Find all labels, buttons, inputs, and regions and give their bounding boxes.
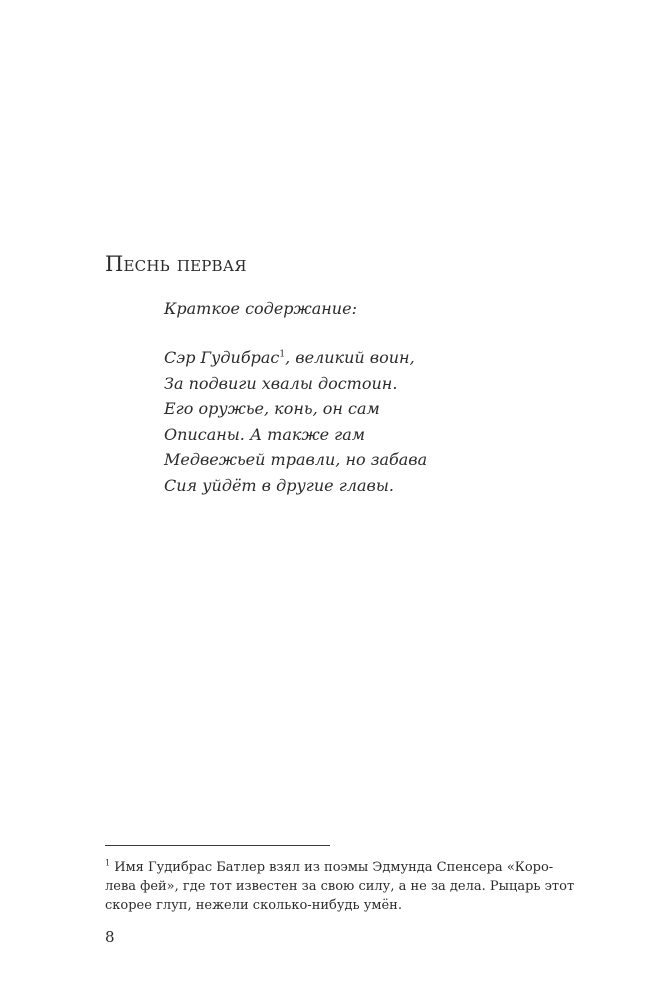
footnote-divider [105,845,330,846]
verse-line-1-start: Сэр Гудибрас [164,348,280,367]
verse-line-1 [164,345,427,371]
verse-line-1-end: , великий воин, [285,348,415,367]
chapter-title [105,252,247,277]
verse-line-6: Сия уйдёт в другие главы. [164,475,394,495]
chapter-title-rest: есн [123,252,160,276]
footnote-marker: 1 [105,858,111,868]
verse-line-5: Медвежьей травли, но забава [164,450,428,469]
chapter-title-soft-sign: ь [159,252,170,276]
summary-label: Краткое содержание: [164,299,357,318]
summary-verse [164,345,427,498]
footnote-line-3: скорее глуп, нежели сколько-нибудь умён. [105,898,402,913]
verse-line-2: За подвиги хвалы достоин. [164,373,398,393]
page-number: 8 [105,928,115,946]
footnote-line-1-text: Имя Гудибрас Батлер взял из поэмы Эдмунда Спенсера «Коро- [114,860,554,875]
footnote-line-2: лева фей», где тот известен за свою силу, а не за дела. Рыцарь этот [105,879,575,894]
footnote-reference[interactable]: 1 [279,349,286,360]
verse-line-3: Его оружье, конь, он сам [164,399,380,418]
verse-line-4: Описаны. А также гам [164,424,366,444]
footnote-line-1 [105,858,580,877]
footnote [105,858,580,915]
chapter-title-initial: П [105,252,124,276]
chapter-title-second-word: первая [176,252,247,276]
